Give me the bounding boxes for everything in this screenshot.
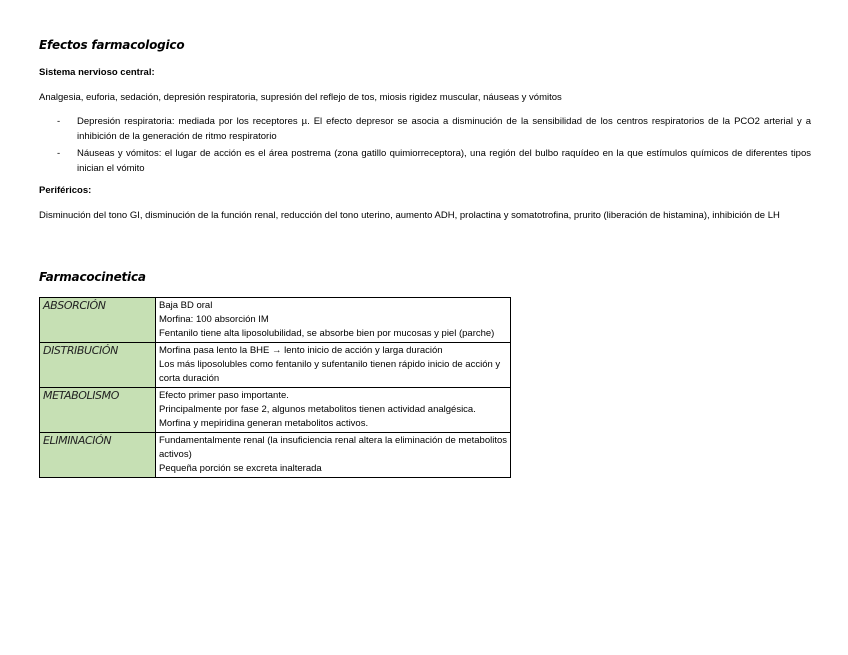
bullet-dash: - (57, 116, 61, 127)
row-label: DISTRIBUCIÓN (40, 343, 156, 388)
perifericos-text: Disminución del tono GI, disminución de la función renal, reducción del tono uterino, aumento ADH, prolactina y somatotrofina, prurito (liberación de histamina), inhibición de LH (39, 210, 780, 221)
farmacocinetica-title: Farmacocinetica (39, 270, 146, 284)
row-content-line: Fentanilo tiene alta liposolubilidad, se absorbe bien por mucosas y piel (parche) (159, 328, 495, 339)
row-content (156, 343, 511, 388)
row-content-line: Morfina y mepiridina generan metabolitos activos. (159, 418, 369, 429)
snc-text: Analgesia, euforia, sedación, depresión respiratoria, supresión del reflejo de tos, miosis rigidez muscular, náuseas y vómitos (39, 92, 562, 103)
bullet-text: Depresión respiratoria: mediada por los receptores µ. El efecto depresor se asocia a disminución de la sensibilidad de los centros respiratorios de la PCO2 arterial y a inhibición de la generación de ritmo respiratorio (77, 116, 811, 142)
row-content-line: Fundamentalmente renal (la insuficiencia renal altera la eliminación de metabolitos activos) (159, 435, 507, 460)
row-label: ELIMINACIÓN (40, 433, 156, 478)
farmacocinetica-table (39, 297, 511, 478)
table-row (40, 343, 511, 388)
list-item (39, 114, 811, 144)
table-row (40, 298, 511, 343)
bullet-text: Náuseas y vómitos: el lugar de acción es el área postrema (zona gatillo quimiorreceptora), una región del bulbo raquídeo en la que estímulos químicos de diferentes tipos inician el vómito (77, 148, 811, 174)
list-item (39, 146, 811, 176)
table-row (40, 388, 511, 433)
bullet-dash: - (57, 148, 61, 159)
snc-bullet-list (39, 114, 811, 178)
row-label: ABSORCIÓN (40, 298, 156, 343)
row-content (156, 433, 511, 478)
row-content-line: Baja BD oral (159, 300, 213, 311)
row-content-line: Los más liposolubles como fentanilo y sufentanilo tienen rápido inicio de acción y corta duración (159, 359, 501, 384)
row-content-line: Morfina pasa lento la BHE → lento inicio de acción y larga duración (159, 345, 443, 356)
row-content (156, 298, 511, 343)
table-row (40, 433, 511, 478)
row-content-line: Principalmente por fase 2, algunos metabolitos tienen actividad analgésica. (159, 404, 476, 415)
row-label: METABOLISMO (40, 388, 156, 433)
row-content-line: Morfina: 100 absorción IM (159, 314, 269, 325)
perifericos-heading: Periféricos: (39, 185, 92, 196)
row-content (156, 388, 511, 433)
snc-heading: Sistema nervioso central: (39, 67, 155, 78)
row-content-line: Pequeña porción se excreta inalterada (159, 463, 322, 474)
row-content-line: Efecto primer paso importante. (159, 390, 289, 401)
efectos-title: Efectos farmacologico (39, 38, 185, 52)
